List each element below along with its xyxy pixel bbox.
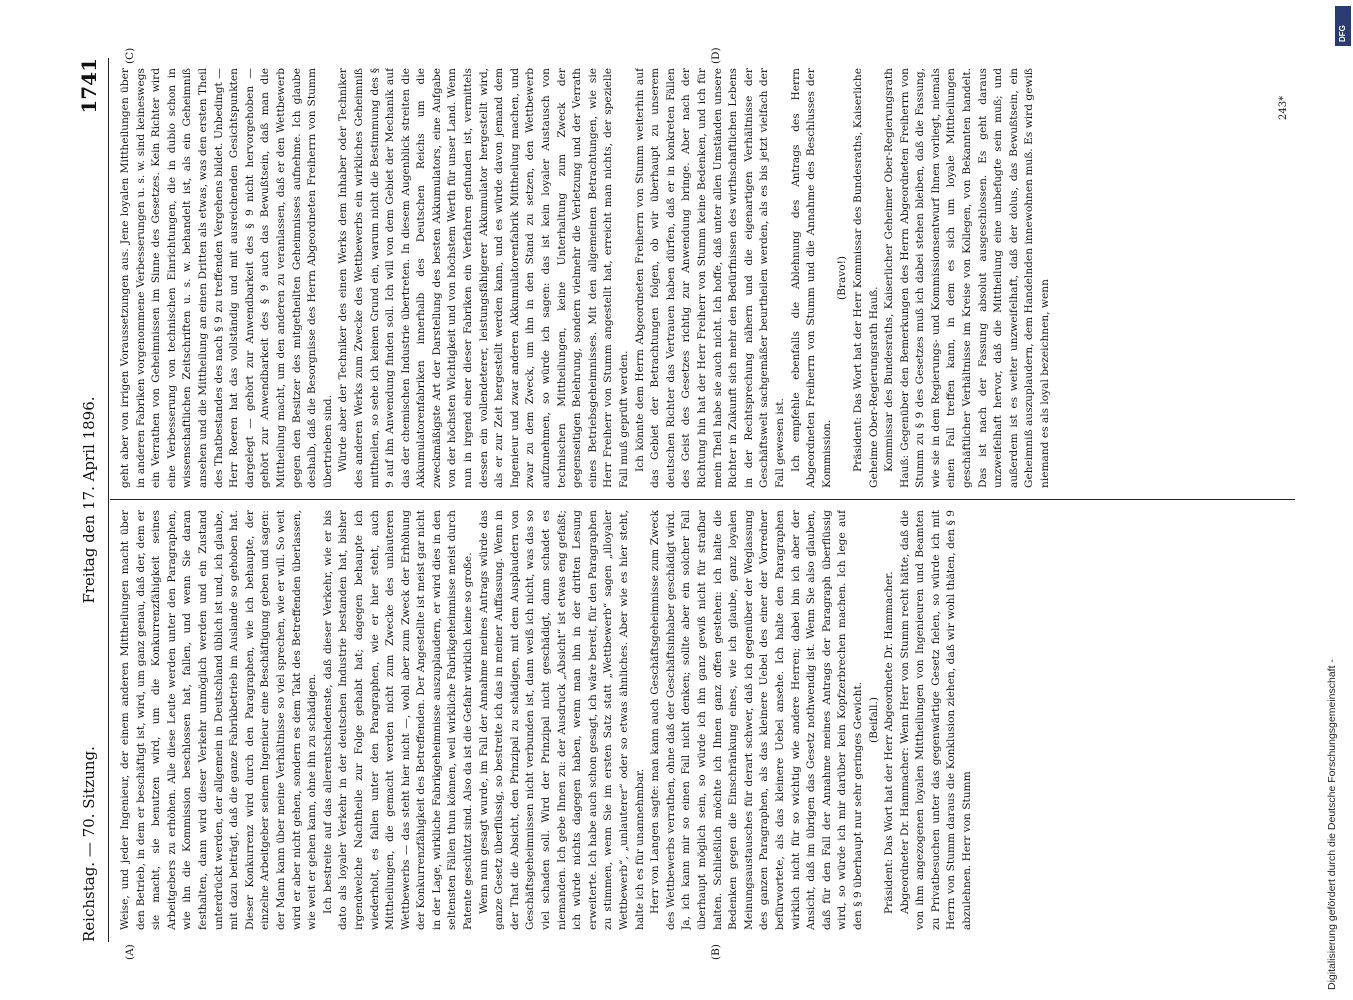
paragraph: Präsident: Das Wort hat der Herr Kommissar des Bundesraths, Kaiserliche Geheime Ober-Regierungsrath Hauß. bbox=[851, 68, 880, 488]
header-rule bbox=[108, 58, 109, 942]
bravo-note: (Bravo!) bbox=[836, 255, 849, 301]
margin-mark-a: (A) bbox=[124, 944, 136, 960]
paragraph: Präsident: Das Wort hat der Herr Abgeordnete Dr. Hammacher. bbox=[883, 571, 896, 914]
paragraph: geht aber von irrigen Voraussetzungen aus. Jene loyalen Mittheilungen über in anderen Fabriken vorgenommene Verbesserungen u. s. w. sind keineswegs ein Verrathen von Geheimnissen im Sinne des Gesetzes. Kein Richter wird eine Verbesserung von technischen Einrichtungen, die in dubio schon in wissenschaftlichen Zeitschriften u. s. w. behandelt ist, als ein Geheimniß ansehen und die Mittheilung an einen Dritten als etwas, was den ersten Theil des Thatbestandes des nach § 9 zu treffenden Vergehens bildet. Unbedingt — Herr Roeren hat das vollständig und mit ausreichenden Gesichtspunkten dargelegt — gehört zur Anwendbarkeit des § 9 nicht hervorgehoben — gehört zur Anwendbarkeit des § 9 auch das Bewußtsein, daß man die Mittheilung macht, um den anderen zu veranlassen, daß er den Wettbewerb gegen den Besitzer des mitgetheilten Geheimnisses aufnehme. Ich glaube deshalb, daß die Besorgnisse des Herrn Abgeordneten Freiherrn von Stumm übertrieben sind. bbox=[119, 68, 334, 488]
right-column bbox=[118, 68, 1298, 488]
paragraph: Kommissar des Bundesraths, Kaiserlicher Geheimer Ober-Regierungsrath Hauß: Gegenüber den Bemerkungen des Herrn Abgeordneten Freiherrn von Stumm zu § 9 des Gesetzes muß ich dabei stehen bleiben, daß die Fassung, wie sie in dem Regierungs- und Kommissionsentwurf Ihnen vorliegt, niemals einen Fall treffen kann, in dem es sich um loyale Mittheilungen geschäftlicher Verhältnisse im Kreise von Kollegen, von Bekannten handelt. Das ist nach der Fassung absolut ausgeschlossen. Es geht daraus unzweifelhaft hervor, daß die Mittheilung eine unbefugte sein muß; und außerdem ist es weiter unzweifelhaft, daß der dolus, das Bewußtsein, ein Geheimniß auszuplaudern, dem Handelnden innewohnen muß. Es wird gewiß niemand es als loyal bezeichnen, wenn bbox=[883, 68, 1052, 488]
paragraph: Würde aber der Techniker des einen Werks dem Inhaber oder Techniker des anderen Werks zum Zwecke des Wettbewerbs ein wirkliches Geheimniß mittheilen, so sehe ich keinen Grund ein, warum nicht die Bestimmung des § 9 auf ihn Anwendung finden soll. Ich will von dem Gebiet der Mechanik auf das der chemischen Industrie übertreten. In diesem Augenblick streiten die Akkumulatorenfabriken innerhalb des Deutschen Reichs um die zweckmäßigste Art der Darstellung des besten Akkumulators, eine Aufgabe von der höchsten Wichtigkeit und von höchstem Werth für unser Land. Wenn nun in irgend einer dieser Fabriken ein Verfahren gefunden ist, vermittels dessen ein vollendeterer, leistungsfähigerer Akkumulator hergestellt wird, als er zur Zeit hergestellt werden kann, und es würde davon jemand dem Ingenieur und zwar anderen Akkumulatorenfabrik Mittheilung machen, und zwar zu dem Zweck, um ihn in den Stand zu setzen, den Wettbewerb aufzunehmen, so würde ich sagen: das ist kein loyaler Austausch von technischen Mittheilungen, keine Unterhaltung zum Zweck der gegenseitigen Belehrung, sondern vielmehr die Verletzung und der Verrath eines Betriebsgeheimnisses. Mit den allgemeinen Betrachtungen, wie sie Herr Freiherr von Stumm angestellt hat, erreicht man nichts, der spezielle Fall muß geprüft werden. bbox=[337, 68, 630, 488]
left-column bbox=[118, 510, 1298, 930]
sheet-signature: 243* bbox=[1278, 95, 1289, 120]
paragraph: Weise, und jeder Ingenieur, der einem anderen Mittheilungen macht über den Betrieb, in dem er beschäftigt ist, wird, um ganz genau, daß der, dem er sie macht, sie benutzen wird, um die Konkurrenzfähigkeit seines Arbeitgebers zu erhöhen. Alle diese Leute werden unter den Paragraphen, wie ihn die Kommission beschlossen hat, fallen, und wenn Sie daran festhalten, dann wird dieser Verkehr unmöglich werden und ein Zustand unterdrückt werden, der allgemein in Deutschland üblich ist und, ich glaube, mit dazu beiträgt, daß die ganze Fabrikbetrieb im Auslande so gehoben hat. Dieser Konkurrenz wird durch den Paragraphen, wie ich behaupte, der einzelne Arbeitgeber seinem Ingenieur eine Beschäftigung geben und sagen: der Mann kann über meine Verhältnisse so viel sprechen, wie er will. So weit wird er aber nicht gehen, sondern es dem Takt des Betreffenden überlassen, wie weit er gehen kann, ohne ihn zu schädigen. bbox=[119, 510, 319, 930]
paragraph: Herr von Langen sagte: man kann auch Geschäftsgeheimnisse zum Zweck des Wettbewerbs verrathen, ohne daß der Geschäftsinhaber geschädigt wird. Ja, ich kann mir so einen Fall nicht denken; sollte aber ein solcher Fall überhaupt möglich sein, so würde ich ihn ganz gewiß nicht für strafbar halten. Schließlich möchte ich Ihnen ganz offen gestehen: ich halte die Bedenken gegen die Einschränkung eines, wie ich glaube, ganz loyalen Meinungsaustausches für derart schwer, daß ich gegenüber der Weglassung des ganzen Paragraphen, als das kleinere Uebel des einer der Vorredner befürwortete, als das kleinere Uebel ansehe. Ich halte den Paragraphen wirklich nicht für so wichtig wie andere Herren; dabei bin ich aber der Ansicht, daß im übrigen das Gesetz nothwendig ist. Wenn Sie also glauben, daß für den Fall der Annahme meines Antrags der Paragraph überflüssig wird, so würde ich mir darüber kein Kopfzerbrechen machen. Ich lege auf den § 9 überhaupt nur sehr geringes Gewicht. bbox=[649, 510, 864, 930]
margin-mark-c: (C) bbox=[124, 47, 136, 64]
paragraph: Wenn nun gesagt wurde, im Fall der Annahme meines Antrags würde das ganze Gesetz überflüssig, so bestreite ich das in meiner Auffassung. Wenn in der That die Absicht, den Prinzipal zu schädigen, mit dem Ausplaudern von Geschäftsgeheimnissen nicht verbunden ist, dann weiß ich nicht, was das so viel schaden soll. Wird der Prinzipal nicht geschädigt, dann schadet es niemanden. Ich gebe Ihnen zu: der Ausdruck „Absicht“ ist etwas eng gefaßt; ich würde nichts dagegen haben, wenn man ihn in der dritten Lesung erweiterte. Ich habe auch schon gesagt, ich wäre bereit, für den Paragraphen zu stimmen, wenn Sie im ersten Satz statt „Wettbewerb“ sagen „illoyaler Wettbewerb“, „unlauterer“ oder so etwas ähnliches. Aber wie es hier steht, halte ich es für unannehmbar. bbox=[477, 510, 646, 930]
margin-mark-d: (D) bbox=[710, 47, 722, 64]
margin-mark-b: (B) bbox=[710, 944, 722, 960]
digitization-stamp bbox=[1310, 0, 1353, 1000]
paragraph: Abgeordneter Dr. Hammacher: Wenn Herr von Stumm recht hätte, daß die von ihm angezogenen loyalen Mittheilungen von Ingenieuren und Beamten zu Privatbesuchen unter das gegenwärtige Gesetz fielen, so würde ich mit Herrn von Stumm daraus die Konklusion ziehen, daß wir wohl thäten, den § 9 abzulehnen. Herr von Stumm bbox=[898, 510, 974, 930]
dfg-logo-icon bbox=[1335, 6, 1351, 46]
paragraph: Ich könnte dem Herrn Abgeordneten Freiherrn von Stumm weiterhin auf das Gebiet der Betrachtungen folgen, ob wir überhaupt zu unserem deutschen Richter das Vertrauen haben dürfen, daß er in konkreten Fällen des Geist des Gesetzes richtig zur Anwendung bringe. Aber nach der Richtung hin hat der Herr Freiherr von Stumm keine Bedenken, und ich für mein Theil habe sie auch nicht. Ich hoffe, daß unter allen Umständen unsere Richter in Zukunft sich mehr den Bedürfnissen des wirthschaftlichen Lebens in der Rechtsprechung nähern und die eigenartigen Verhältnisse der Geschäftswelt sachgemäßer beurtheilen werden, als es bis jetzt vielfach der Fall gewesen ist. bbox=[633, 68, 786, 488]
header-date: Freitag den 17. April 1896. bbox=[80, 396, 98, 604]
paragraph: Ich bestreite auf das allerentschiedenste, daß dieser Verkehr, wie er bis dato als loyaler Verkehr in der deutschen Industrie bestanden hat, bisher irgendwelche Nachtheile zur Folge gehabt hat; dagegen behaupte ich wiederholt, es fallen unter den Paragraphen, wie er hier steht, auch Mittheilungen, die gemacht werden nicht zum Zwecke des unlauteren Wettbewerbs — das steht hier nicht —, wohl aber zum Zweck der Erhöhung der Konkurrenzfähigkeit des Betreffenden. Der Angestellte ist meist gar nicht in der Lage, wirkliche Fabrikgeheimnisse auszuplaudern, er wird dies in den seltensten Fällen thun können, weil wirkliche Fabrikgeheimnisse meist durch Patente geschützt sind. Also da ist die Gefahr wirklich keine so große. bbox=[321, 510, 475, 930]
header-left: Reichstag. — 70. Sitzung. bbox=[80, 746, 98, 942]
column-divider bbox=[110, 499, 1295, 500]
stamp-text: Digitalisierung gefördert durch die Deutsche Forschungsgemeinschaft - bbox=[1326, 659, 1338, 990]
applause-note: (Beifall.) bbox=[867, 696, 880, 744]
paragraph: Ich empfehle ebenfalls die Ablehnung des Antrags des Herrn Abgeordneten Freiherrn von Stumm und die Annahme des Beschlusses der Kommission. bbox=[789, 68, 833, 488]
page-number: 1741 bbox=[77, 58, 101, 114]
dfg-logo-text: DFG bbox=[1338, 25, 1347, 42]
